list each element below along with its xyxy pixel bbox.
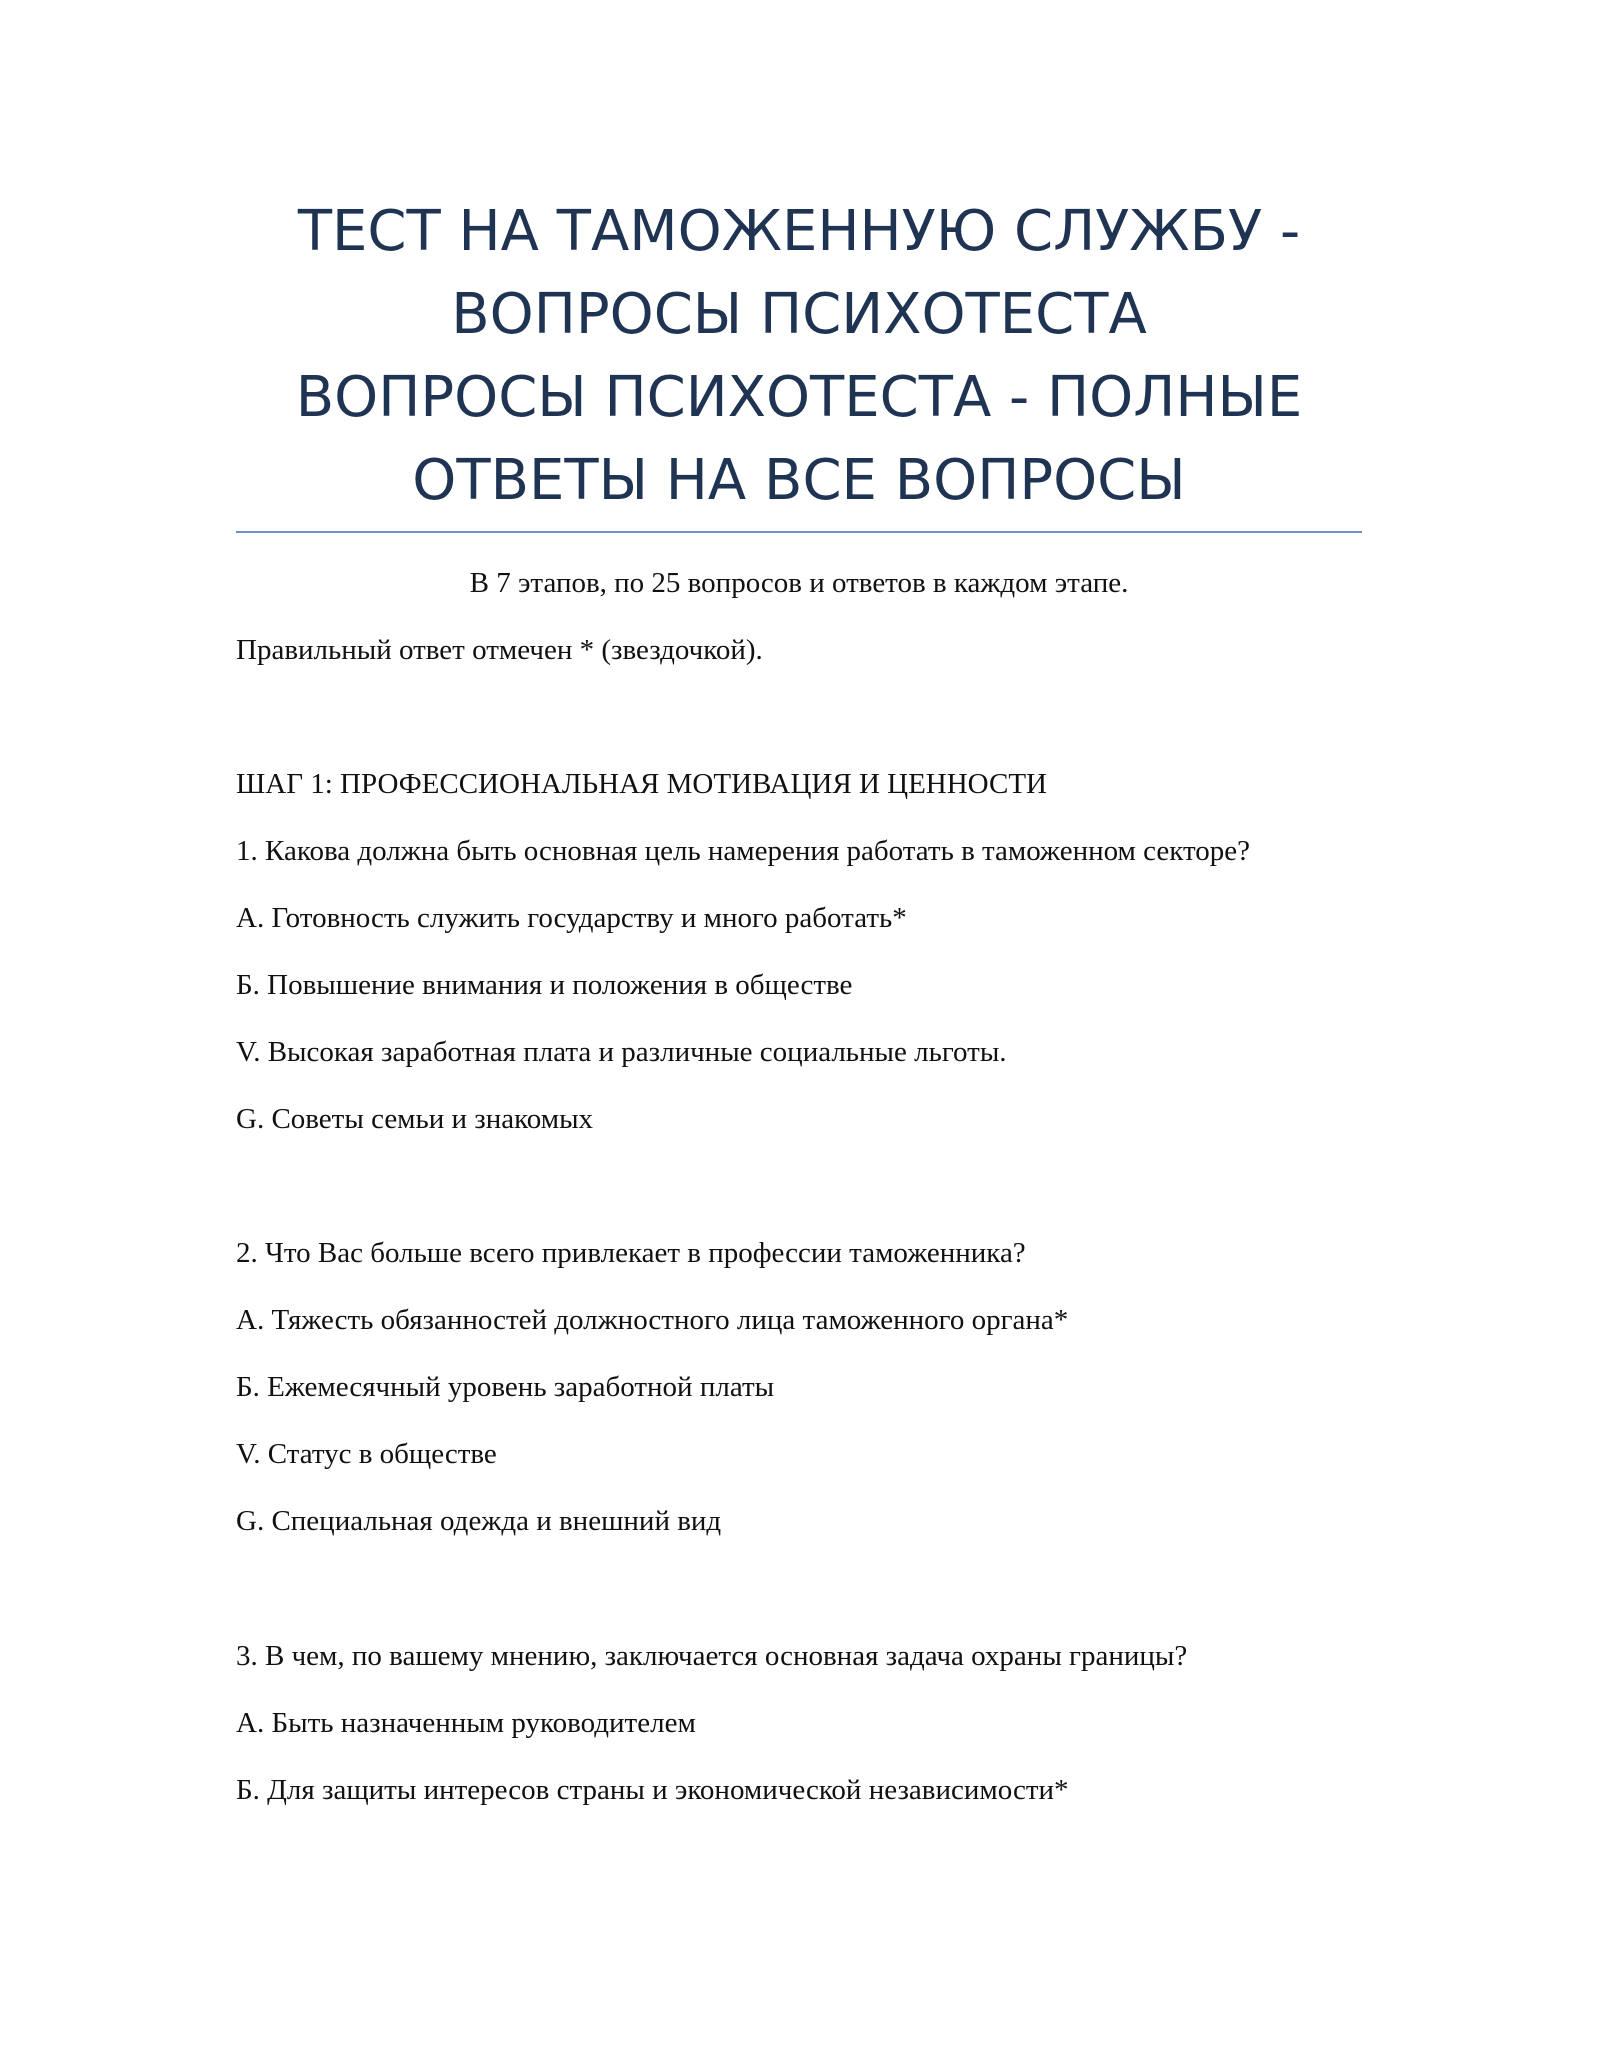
answer-option: G. Советы семьи и знакомых — [236, 1103, 594, 1135]
answer-option: V. Высокая заработная плата и различные социальные льготы. — [236, 1036, 1007, 1068]
answer-option: А. Тяжесть обязанностей должностного лица таможенного органа* — [236, 1304, 1069, 1336]
answer-option: А. Быть назначенным руководителем — [236, 1707, 696, 1739]
answer-option: V. Статус в обществе — [236, 1438, 497, 1470]
title-line: ВОПРОСЫ ПСИХОТЕСТА - ПОЛНЫЕ — [295, 365, 1303, 430]
answer-option: Б. Для защиты интересов страны и экономической независимости* — [236, 1774, 1069, 1806]
question-1: 1. Какова должна быть основная цель намерения работать в таможенном секторе? — [236, 835, 1250, 867]
step-heading: ШАГ 1: ПРОФЕССИОНАЛЬНАЯ МОТИВАЦИЯ И ЦЕННОСТИ — [236, 768, 1047, 800]
question-2: 2. Что Вас больше всего привлекает в профессии таможенника? — [236, 1237, 1026, 1269]
question-3: 3. В чем, по вашему мнению, заключается основная задача охраны границы? — [236, 1640, 1188, 1672]
title-divider — [236, 531, 1362, 533]
answer-option: Б. Повышение внимания и положения в обществе — [236, 969, 853, 1001]
title-line: ОТВЕТЫ НА ВСЕ ВОПРОСЫ — [412, 448, 1186, 513]
intro-summary: В 7 этапов, по 25 вопросов и ответов в каждом этапе. — [469, 567, 1129, 599]
answer-option: Б. Ежемесячный уровень заработной платы — [236, 1371, 775, 1403]
document-title — [236, 190, 1362, 522]
answer-option: А. Готовность служить государству и много работать* — [236, 902, 907, 934]
answer-option: G. Специальная одежда и внешний вид — [236, 1505, 722, 1537]
intro-note: Правильный ответ отмечен * (звездочкой). — [236, 634, 763, 666]
title-line: ВОПРОСЫ ПСИХОТЕСТА — [451, 282, 1147, 347]
title-line: ТЕСТ НА ТАМОЖЕННУЮ СЛУЖБУ - — [297, 199, 1301, 264]
